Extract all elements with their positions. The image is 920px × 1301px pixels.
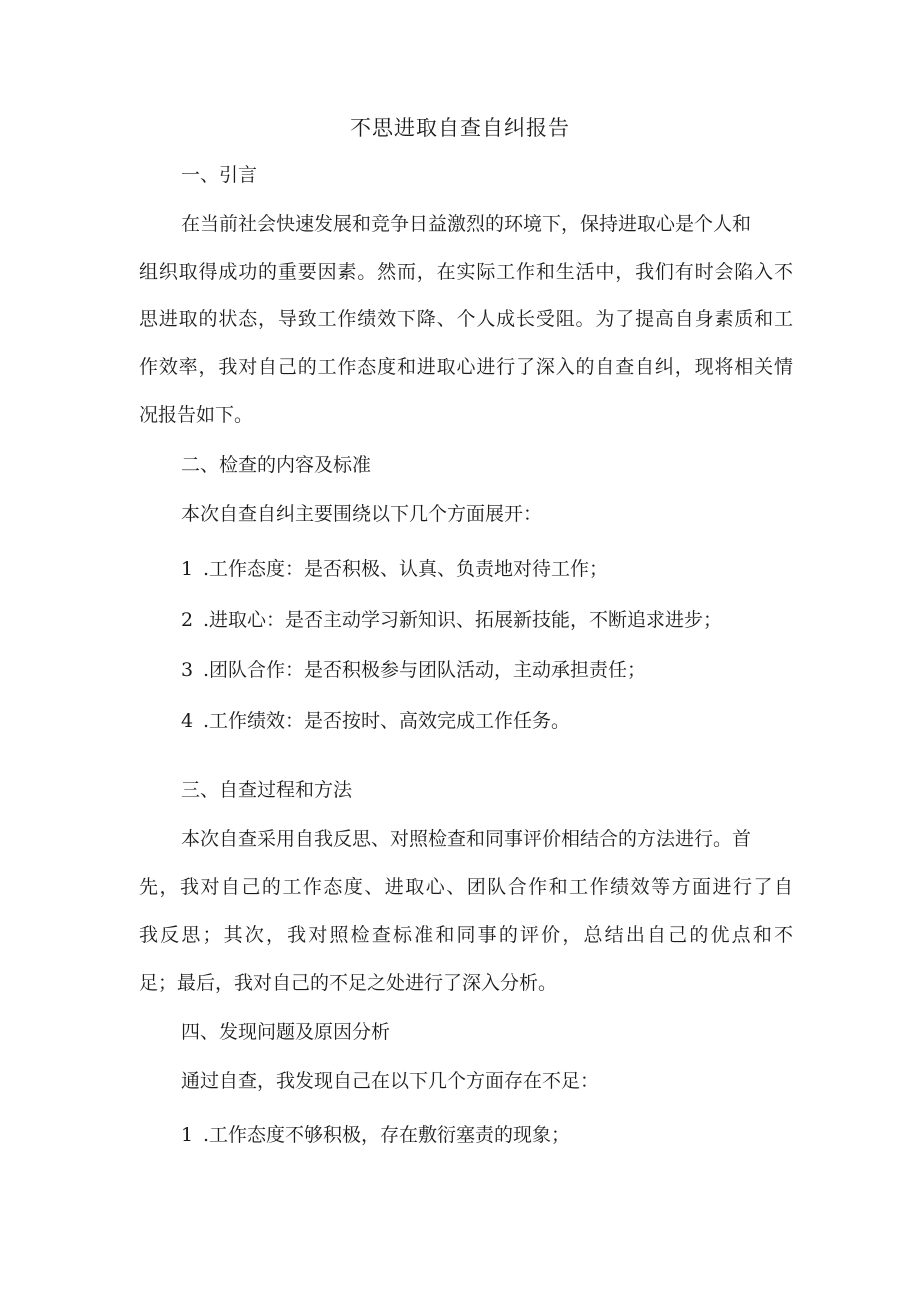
list-item-number: 2 — [181, 609, 194, 631]
paragraph-line: 我反思；其次，我对照检查标准和同事的评价，总结出自己的优点和不 — [139, 924, 793, 946]
paragraph-line: 先，我对自己的工作态度、进取心、团队合作和工作绩效等方面进行了自 — [139, 876, 793, 898]
paragraph-line: 本次自查采用自我反思、对照检查和同事评价相结合的方法进行。首 — [181, 828, 752, 850]
list-item — [181, 606, 722, 634]
list-item-number: 4 — [181, 710, 194, 732]
list-item-text: .工作态度不够积极，存在敷衍塞责的现象； — [203, 1124, 571, 1146]
list-item-text: .进取心：是否主动学习新知识、拓展新技能，不断追求进步； — [203, 609, 723, 631]
list-item — [181, 1121, 570, 1149]
paragraph-line: 足；最后，我对自己的不足之处进行了深入分析。 — [139, 972, 558, 994]
list-item-text: .工作态度：是否积极、认真、负责地对待工作； — [203, 558, 609, 580]
list-item — [181, 555, 608, 583]
paragraph-line: 组织取得成功的重要因素。然而，在实际工作和生活中，我们有时会陷入不 — [139, 261, 793, 283]
section-intro: 通过自查，我发现自己在以下几个方面存在不足： — [181, 1070, 600, 1092]
paragraph-line: 思进取的状态，导致工作绩效下降、个人成长受阻。为了提高自身素质和工 — [139, 308, 793, 330]
section-intro: 本次自查自纠主要围绕以下几个方面展开： — [181, 503, 543, 525]
section-heading-process-method: 三、自查过程和方法 — [181, 779, 353, 801]
section-heading-introduction: 一、引言 — [181, 164, 258, 186]
list-item — [181, 707, 570, 735]
list-item-text: .团队合作：是否积极参与团队活动，主动承担责任； — [203, 659, 647, 681]
paragraph-line: 作效率，我对自己的工作态度和进取心进行了深入的自查自纠，现将相关情 — [139, 356, 793, 378]
list-item-number: 1 — [181, 558, 194, 580]
section-heading-inspection-content: 二、检查的内容及标准 — [181, 454, 372, 476]
paragraph-line: 况报告如下。 — [139, 404, 254, 426]
list-item-text: .工作绩效：是否按时、高效完成工作任务。 — [203, 710, 571, 732]
paragraph-line: 在当前社会快速发展和竞争日益激烈的环境下，保持进取心是个人和 — [181, 213, 752, 235]
section-heading-problems-analysis: 四、发现问题及原因分析 — [181, 1021, 391, 1043]
list-item-number: 3 — [181, 659, 194, 681]
list-item — [181, 656, 646, 684]
document-title: 不思进取自查自纠报告 — [350, 116, 570, 140]
list-item-number: 1 — [181, 1124, 194, 1146]
